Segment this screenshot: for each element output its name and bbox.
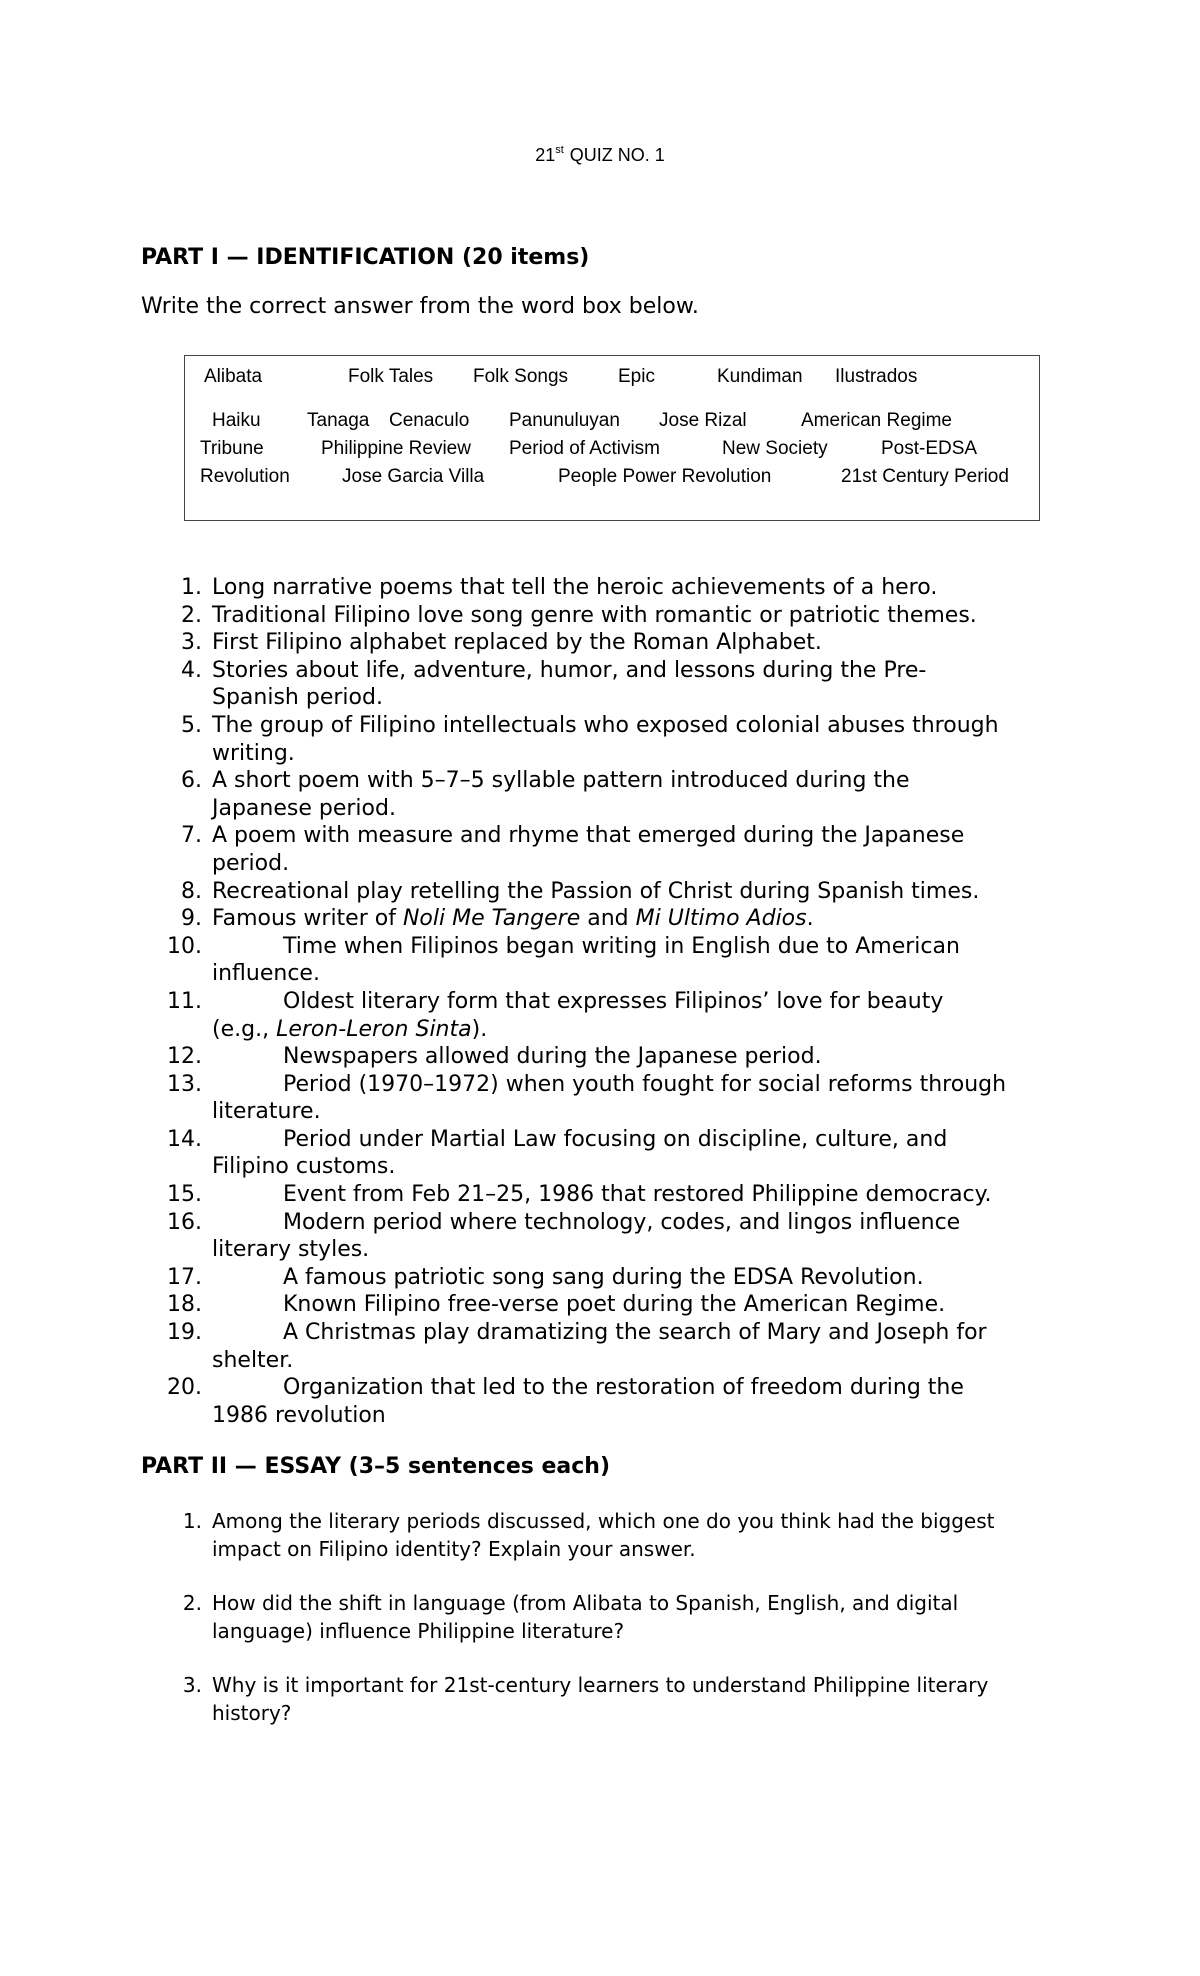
item-line: Spanish period. (212, 685, 383, 711)
item-line: How did the shift in language (from Alibata to Spanish, English, and digital (212, 1591, 959, 1615)
item-line: language) influence Philippine literature? (212, 1618, 625, 1643)
item-line: Recreational play retelling the Passion of Christ during Spanish times. (212, 878, 980, 904)
part2-heading: PART II — ESSAY (3–5 sentences each) (141, 1454, 611, 1479)
part1-heading: PART I — IDENTIFICATION (20 items) (141, 245, 590, 270)
item-text (212, 988, 1072, 1043)
list-item (0, 602, 1200, 630)
list-item (0, 1071, 1200, 1126)
item-line: Organization that led to the restoration of freedom during the (283, 1375, 964, 1401)
word-box-item: Jose Garcia Villa (342, 466, 485, 487)
item-text (212, 657, 1072, 712)
item-text (212, 1071, 1072, 1126)
item-text (212, 905, 1072, 933)
item-text (212, 1590, 1072, 1645)
item-line: Long narrative poems that tell the heroic achievements of a hero. (212, 575, 938, 600)
item-text-fragment: ). (471, 1016, 488, 1042)
item-number: 17. (167, 1264, 202, 1290)
list-item (0, 822, 1200, 877)
word-box-item: Kundiman (717, 366, 803, 387)
list-item (0, 1319, 1200, 1374)
item-line: Why is it important for 21st-century learners to understand Philippine literary (212, 1673, 989, 1697)
word-box-item: Tanaga (307, 410, 370, 431)
item-text (212, 767, 1072, 822)
list-item (0, 1374, 1200, 1429)
item-text (212, 822, 1072, 877)
item-number: 11. (167, 988, 202, 1014)
word-box-item: Cenaculo (389, 410, 470, 431)
item-line: A famous patriotic song sang during the EDSA Revolution. (283, 1264, 924, 1290)
quiz-title (0, 144, 1200, 166)
quiz-title-prefix: 21 (535, 145, 556, 165)
list-item (0, 1508, 1200, 1590)
item-text (212, 1291, 1072, 1319)
list-item (0, 1181, 1200, 1209)
item-line: Oldest literary form that expresses Filipinos’ love for beauty (283, 988, 944, 1014)
item-number: 3. (182, 1673, 202, 1697)
quiz-title-superscript: st (555, 144, 564, 156)
item-number: 20. (167, 1375, 202, 1401)
word-box-item: Epic (618, 366, 655, 387)
list-item (0, 1043, 1200, 1071)
item-line (212, 1016, 1072, 1044)
item-line: literary styles. (212, 1237, 370, 1263)
item-text (212, 1126, 1072, 1181)
item-line: Period (1970–1972) when youth fought for social reforms through (283, 1071, 1007, 1097)
item-line: influence. (212, 961, 320, 987)
item-number: 2. (182, 1591, 202, 1615)
item-text (212, 1181, 1072, 1209)
item-text (212, 1264, 1072, 1292)
item-line: literature. (212, 1099, 321, 1125)
item-number: 13. (167, 1071, 202, 1097)
item-line: Time when Filipinos began writing in English due to American (283, 933, 960, 959)
word-box-item: Panunuluyan (509, 410, 620, 431)
word-box-item: Folk Tales (348, 366, 434, 387)
item-line: writing. (212, 740, 295, 766)
list-item (0, 905, 1200, 933)
item-line: Traditional Filipino love song genre with romantic or patriotic themes. (212, 602, 977, 628)
word-box-item: Jose Rizal (659, 410, 747, 431)
item-text (212, 1209, 1072, 1264)
word-box-item: Revolution (200, 466, 290, 487)
item-number: 4. (181, 657, 202, 683)
word-box-item: People Power Revolution (558, 466, 772, 487)
item-number: 1. (182, 1509, 202, 1533)
item-number: 18. (167, 1292, 202, 1318)
item-line: Among the literary periods discussed, which one do you think had the biggest (212, 1509, 995, 1533)
item-line: Known Filipino free-verse poet during the American Regime. (283, 1292, 946, 1318)
list-item (0, 878, 1200, 906)
item-line: Stories about life, adventure, humor, and lessons during the Pre- (212, 657, 927, 683)
item-line: Modern period where technology, codes, and lingos influence (283, 1209, 961, 1235)
item-number: 15. (167, 1182, 202, 1208)
list-item (0, 657, 1200, 712)
item-text (212, 1374, 1072, 1429)
item-line: A Christmas play dramatizing the search of Mary and Joseph for (283, 1320, 987, 1346)
item-line: 1986 revolution (212, 1402, 386, 1428)
word-box-item: 21st Century Period (841, 466, 1009, 487)
item-number: 12. (167, 1044, 202, 1070)
word-box-item: Philippine Review (321, 438, 471, 459)
item-text (212, 574, 1072, 602)
word-box-item: Period of Activism (509, 438, 660, 459)
word-box-item: Tribune (200, 438, 264, 459)
item-text-fragment: (e.g., (212, 1016, 277, 1042)
item-line: First Filipino alphabet replaced by the Roman Alphabet. (212, 630, 822, 656)
item-number: 8. (181, 878, 202, 904)
list-item (0, 574, 1200, 602)
item-number: 2. (181, 602, 202, 628)
item-number: 7. (181, 823, 202, 849)
list-item (0, 1264, 1200, 1292)
identification-list (0, 574, 1200, 1429)
book-title: Mi Ultimo Adios (635, 906, 807, 932)
book-title: Noli Me Tangere (402, 906, 581, 932)
item-text-fragment: . (806, 906, 814, 932)
essay-list (0, 1508, 1200, 1754)
list-item (0, 933, 1200, 988)
song-title: Leron-Leron Sinta (276, 1016, 472, 1042)
list-item (0, 1126, 1200, 1181)
list-item (0, 1672, 1200, 1754)
word-box-item: American Regime (801, 410, 952, 431)
item-line: Newspapers allowed during the Japanese period. (283, 1044, 822, 1070)
item-line: impact on Filipino identity? Explain your answer. (212, 1536, 696, 1561)
item-text (212, 629, 1072, 657)
item-line: Filipino customs. (212, 1154, 396, 1180)
item-line: The group of Filipino intellectuals who exposed colonial abuses through (212, 712, 999, 738)
item-number: 19. (167, 1320, 202, 1346)
item-text (212, 878, 1072, 906)
item-number: 10. (167, 933, 202, 959)
list-item (0, 1291, 1200, 1319)
item-number: 9. (181, 906, 202, 932)
item-line: Period under Martial Law focusing on discipline, culture, and (283, 1126, 948, 1152)
item-text-fragment: and (580, 906, 636, 932)
item-line: shelter. (212, 1347, 294, 1373)
word-box-item: Alibata (204, 366, 263, 387)
list-item (0, 1590, 1200, 1672)
item-line: history? (212, 1700, 292, 1725)
item-text (212, 1672, 1072, 1727)
word-box-item: New Society (722, 438, 828, 459)
item-text-fragment: Famous writer of (212, 906, 403, 932)
item-line: period. (212, 850, 290, 876)
word-box-item: Haiku (212, 410, 261, 431)
part1-instructions: Write the correct answer from the word box below. (141, 294, 699, 319)
item-text (212, 933, 1072, 988)
list-item (0, 1209, 1200, 1264)
list-item (0, 629, 1200, 657)
item-text (212, 1043, 1072, 1071)
item-number: 6. (181, 768, 202, 794)
item-line: Event from Feb 21–25, 1986 that restored Philippine democracy. (283, 1182, 992, 1208)
word-box-item: Folk Songs (473, 366, 569, 387)
item-number: 5. (181, 712, 202, 738)
list-item (0, 988, 1200, 1043)
list-item (0, 712, 1200, 767)
item-line: Japanese period. (212, 795, 396, 821)
item-number: 1. (181, 575, 202, 600)
item-text (212, 1508, 1072, 1563)
quiz-title-main: QUIZ NO. 1 (569, 145, 665, 165)
word-box-item: Ilustrados (835, 366, 918, 387)
item-text (212, 712, 1072, 767)
item-line: A poem with measure and rhyme that emerged during the Japanese (212, 823, 965, 849)
item-line: A short poem with 5–7–5 syllable pattern introduced during the (212, 768, 910, 794)
item-number: 16. (167, 1209, 202, 1235)
item-number: 14. (167, 1126, 202, 1152)
word-box-item: Post-EDSA (881, 438, 978, 459)
word-box (184, 355, 1040, 521)
item-number: 3. (181, 630, 202, 656)
item-text (212, 602, 1072, 630)
item-text (212, 1319, 1072, 1374)
list-item (0, 767, 1200, 822)
